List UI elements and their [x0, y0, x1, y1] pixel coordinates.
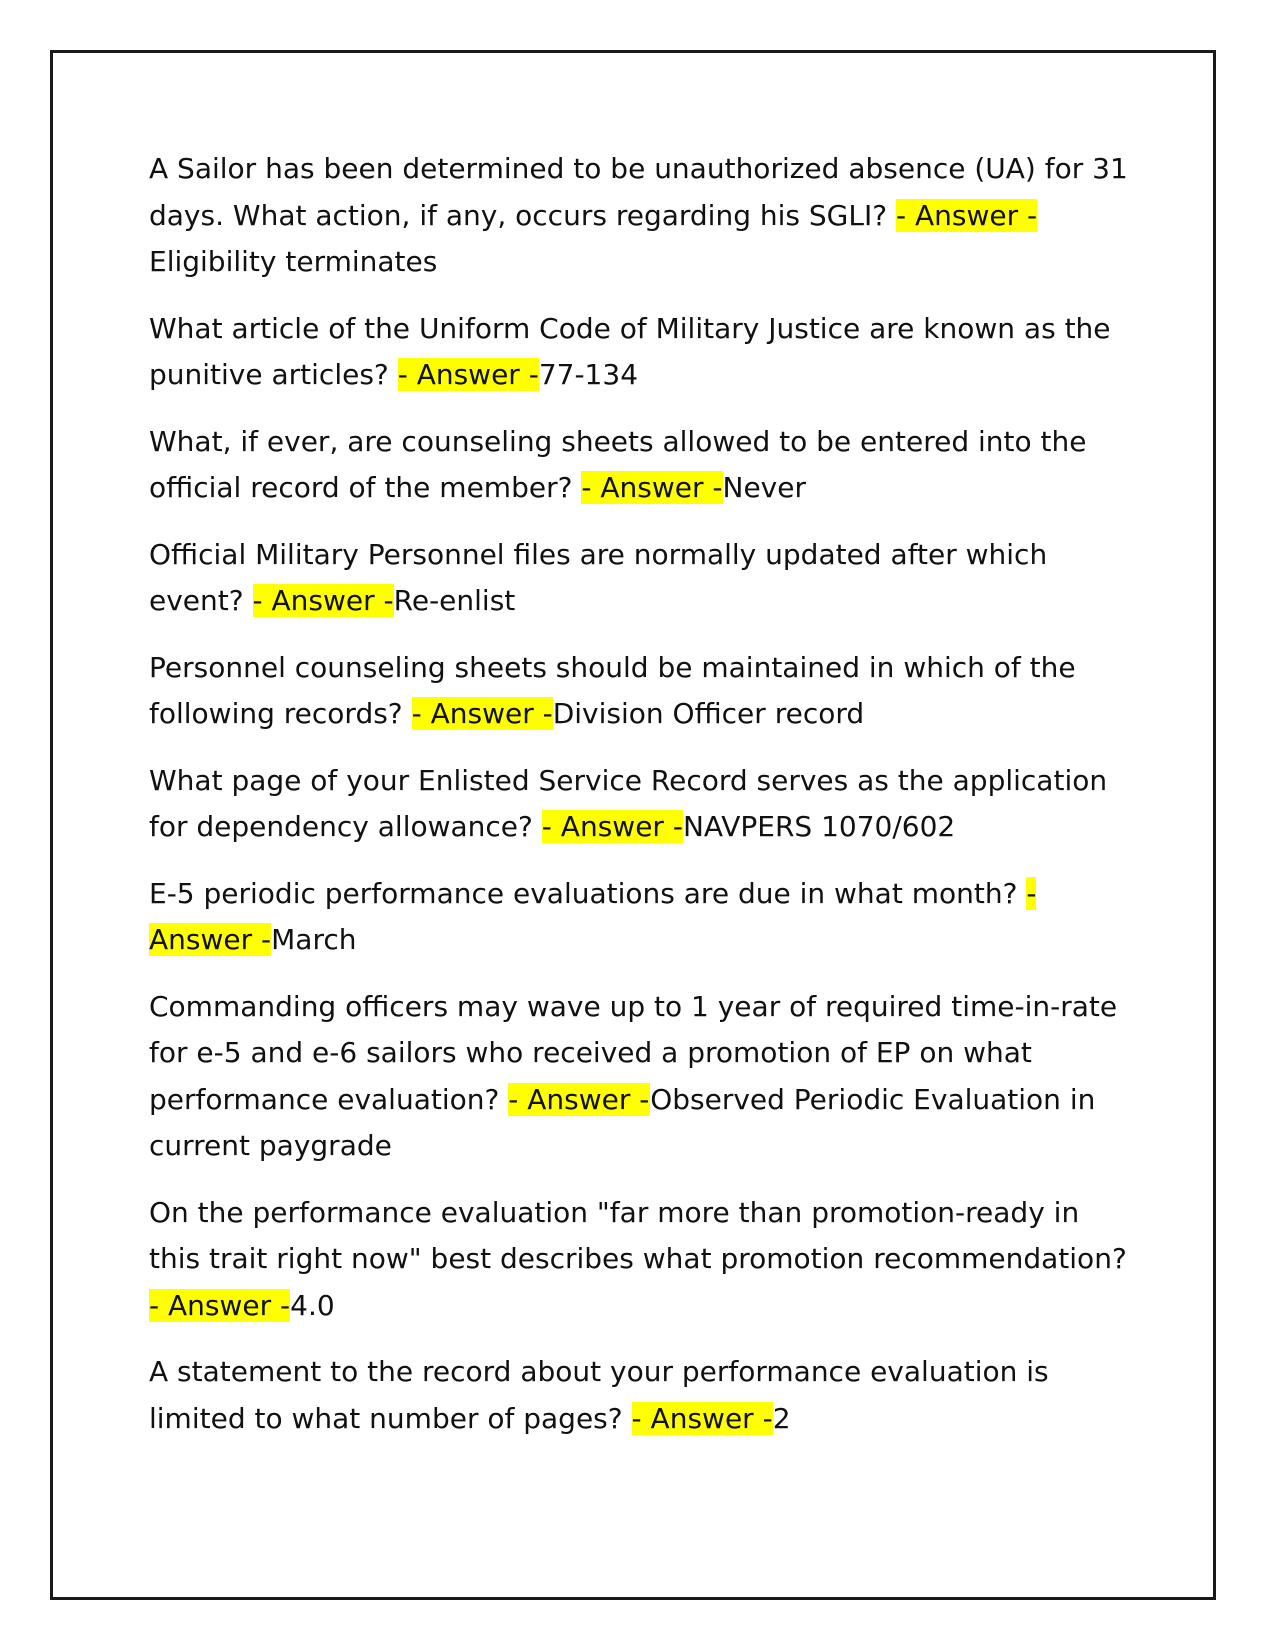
answer-marker: - Answer -	[631, 1401, 773, 1435]
question-text: A statement to the record about your performance evaluation is limited to what number of pages?	[149, 1355, 1049, 1435]
answer-marker: - Answer -	[541, 810, 683, 843]
qa-item	[149, 146, 1129, 286]
qa-item	[149, 758, 1129, 851]
answer-text: Re-enlist	[393, 584, 516, 617]
question-text: What page of your Enlisted Service Record serves as the application for dependency allowance?	[149, 763, 1108, 843]
answer-text: NAVPERS 1070/602	[682, 810, 956, 843]
qa-item	[149, 1190, 1129, 1330]
answer-marker: - Answer -	[149, 876, 1037, 956]
answer-text: 4.0	[290, 1288, 335, 1322]
question-text: Official Military Personnel files are normally updated after which event?	[149, 537, 1048, 617]
answer-text: Never	[722, 471, 806, 504]
qa-item	[149, 532, 1129, 625]
answer-marker: - Answer -	[149, 1288, 291, 1322]
answer-marker: - Answer -	[581, 471, 723, 504]
question-text: E-5 periodic performance evaluations are due in what month?	[149, 876, 1027, 910]
answer-marker: - Answer -	[508, 1082, 651, 1116]
question-text: What, if ever, are counseling sheets allowed to be entered into the official record of the member?	[149, 424, 1087, 504]
question-text: Commanding officers may wave up to 1 year of required time-in-rate for e-5 and e-6 sailors who received a promotion of EP on what performance evaluation?	[149, 989, 1118, 1116]
question-text: A Sailor has been determined to be unauthorized absence (UA) for 31 days. What action, if any, occurs regarding his SGLI?	[149, 152, 1128, 232]
answer-text: March	[271, 923, 357, 956]
answer-text: 2	[772, 1401, 791, 1435]
question-text: Personnel counseling sheets should be maintained in which of the following records?	[149, 650, 1076, 730]
answer-text: Observed Periodic Evaluation in current paygrade	[149, 1082, 1096, 1162]
answer-marker: - Answer -	[411, 697, 553, 730]
answer-marker: - Answer -	[397, 358, 539, 391]
answer-text: Division Officer record	[552, 697, 865, 730]
qa-item	[149, 984, 1129, 1170]
question-text: What article of the Uniform Code of Military Justice are known as the punitive articles?	[149, 311, 1111, 391]
qa-item	[149, 306, 1129, 399]
qa-item	[149, 645, 1129, 738]
qa-list	[149, 146, 1129, 1462]
answer-marker: - Answer -	[895, 198, 1038, 232]
qa-item	[149, 1349, 1129, 1442]
question-text: On the performance evaluation "far more than promotion-ready in this trait right now" best describes what promotion recommendation?	[149, 1195, 1127, 1275]
answer-text: Eligibility terminates	[149, 245, 438, 278]
answer-text: 77-134	[538, 358, 639, 391]
qa-item	[149, 871, 1129, 964]
qa-item	[149, 419, 1129, 512]
answer-marker: - Answer -	[252, 584, 394, 617]
